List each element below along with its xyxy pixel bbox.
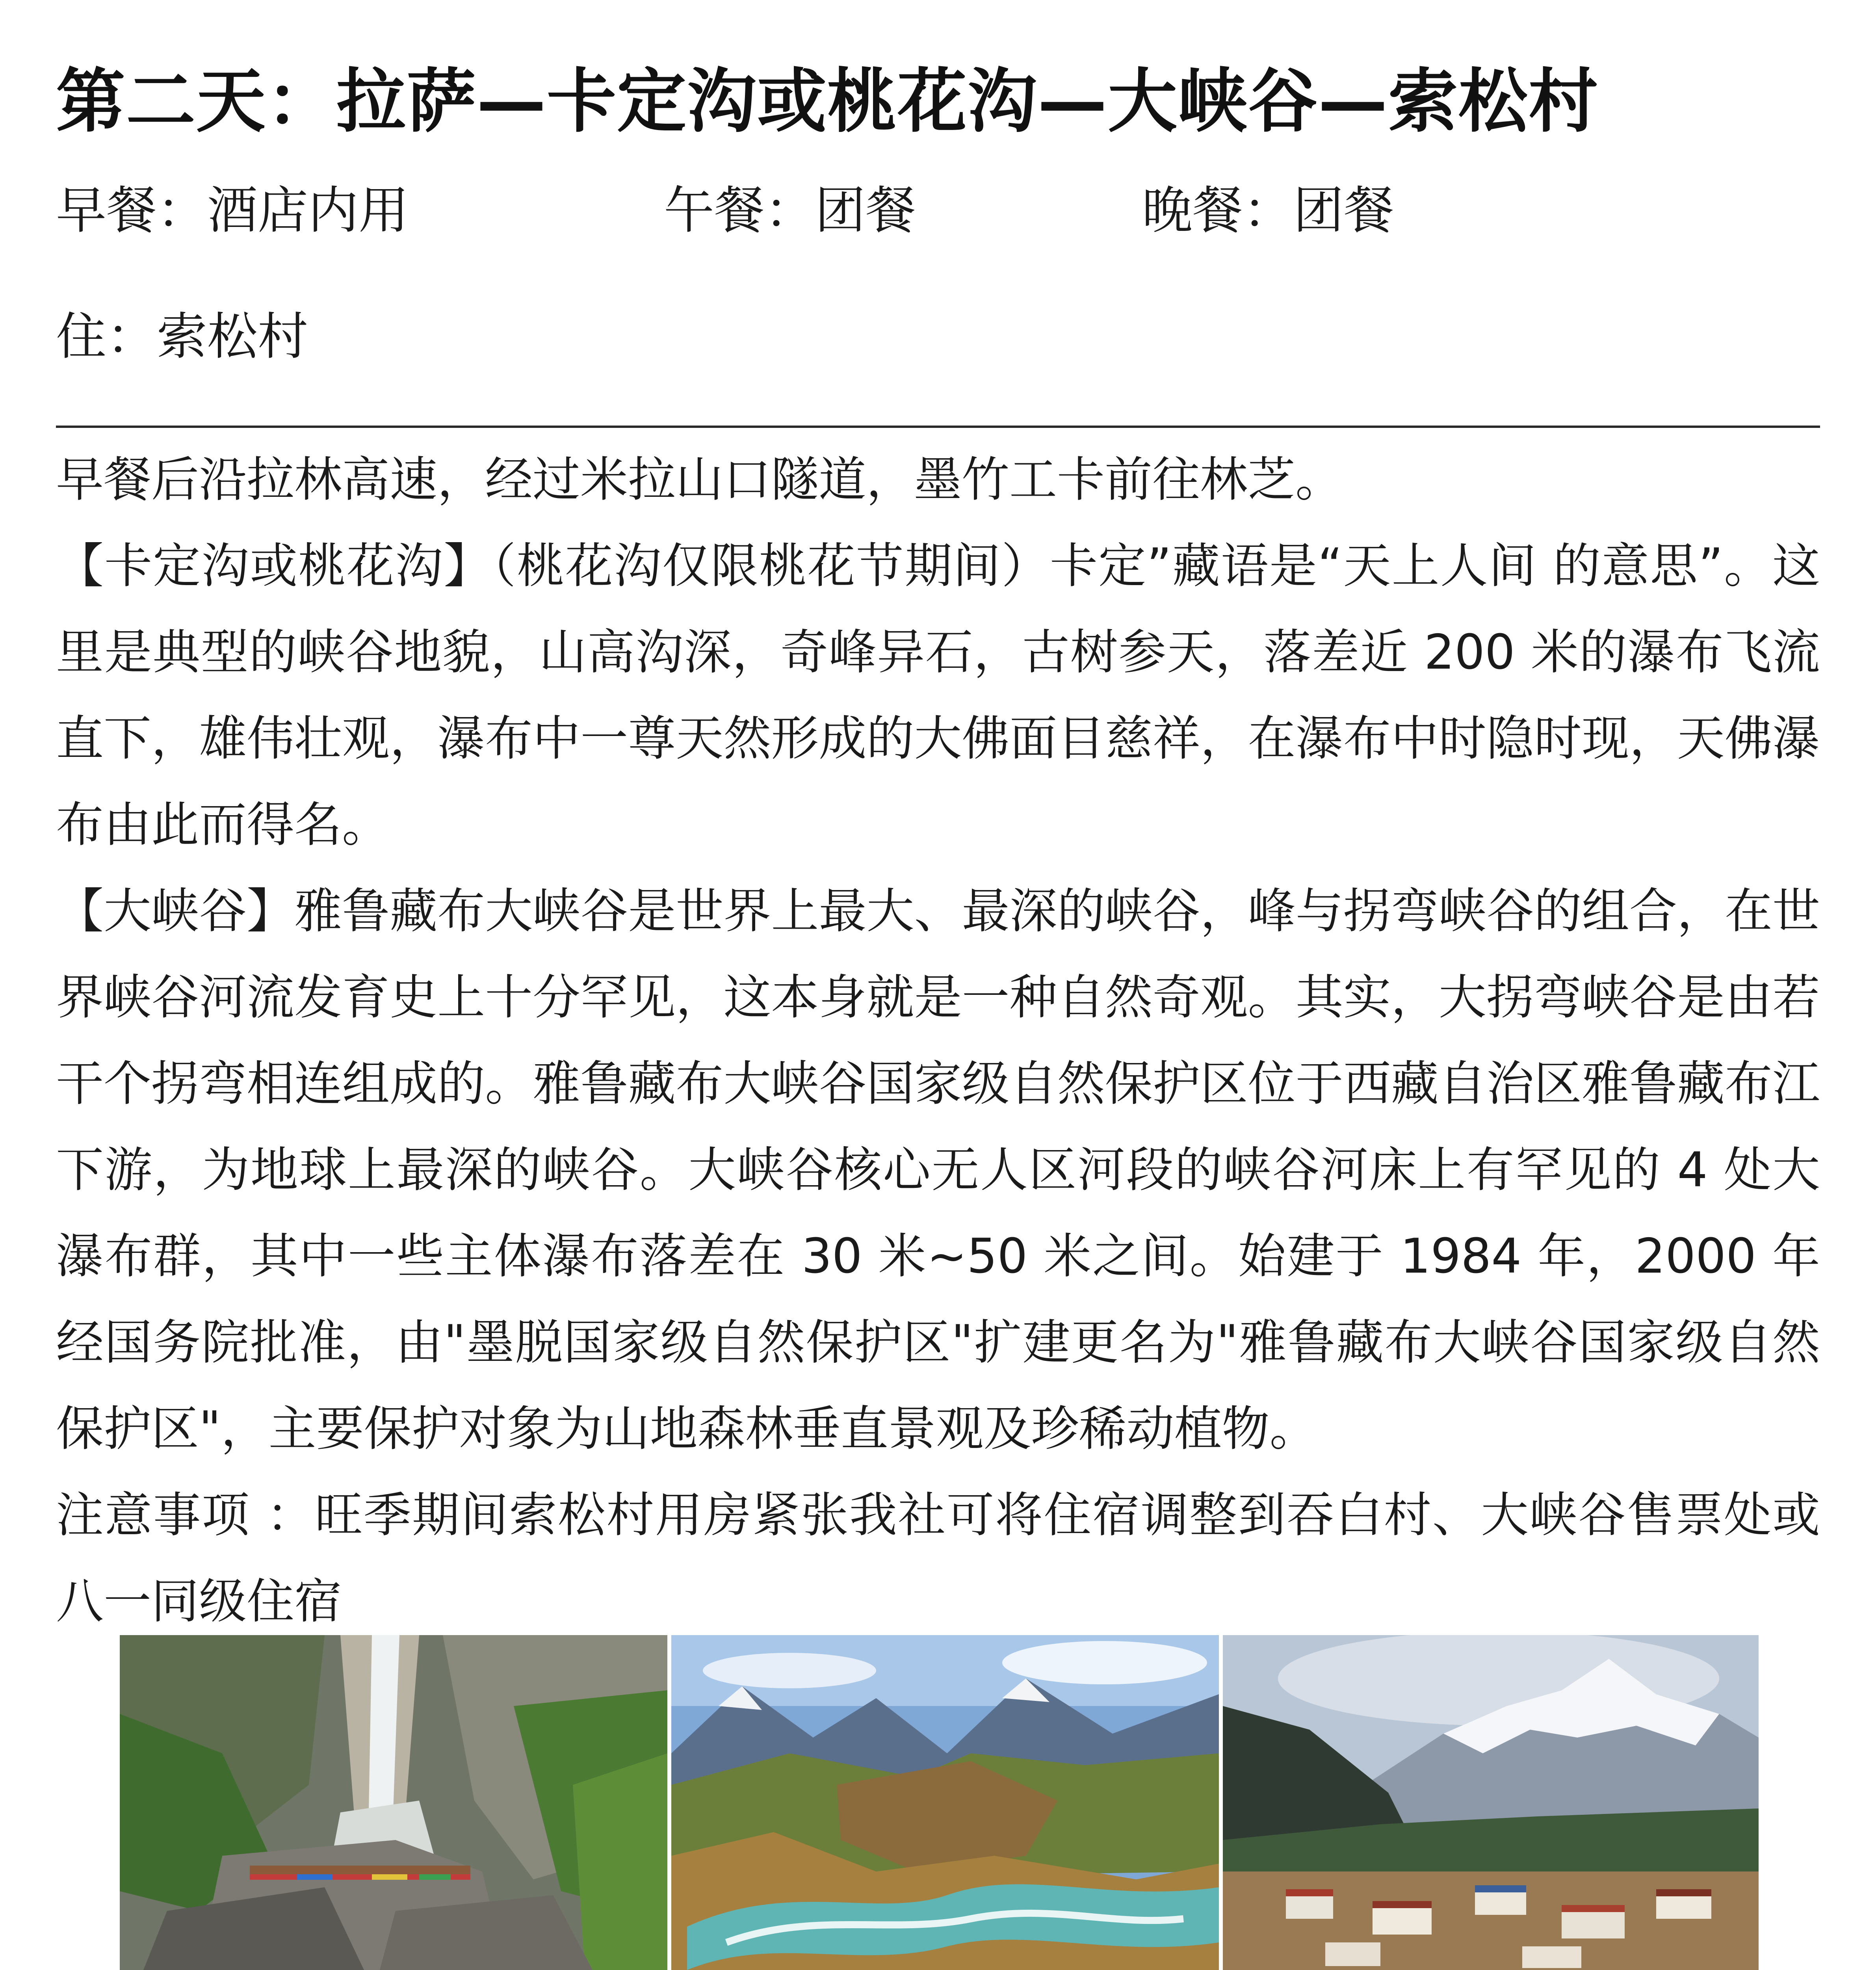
day2-title: 第二天：拉萨—卡定沟或桃花沟—大峡谷—索松村 bbox=[56, 61, 1599, 142]
day2-paragraph-canyon: 【大峡谷】雅鲁藏布大峡谷是世界上最大、最深的峡谷，峰与拐弯峡谷的组合，在世界峡谷河流发育史上十分罕见，这本身就是一种自然奇观。其实，大拐弯峡谷是由若干个拐弯相连组成的。雅鲁藏布大峡谷国家级自然保护区位于西藏自治区雅鲁藏布江下游，为地球上最深的峡谷。大峡谷核心无人区河段的峡谷河床上有罕见的 4 处大瀑布群，其中一些主体瀑布落差在 30 米~50 米之间。始建于 1984 年，2000 年经国务院批准，由"墨脱国家级自然保护区"扩建更名为"雅鲁藏布大峡谷国家级自然保护区"，主要保护对象为山地森林垂直景观及珍稀动植物。 bbox=[56, 883, 1820, 1457]
day2-paragraph-notice: 注意事项 ：旺季期间索松村用房紧张我社可将住宿调整到吞白村、大峡谷售票处或八一同级住宿 bbox=[56, 1487, 1820, 1629]
day2-paragraph-kading: 【卡定沟或桃花沟】（桃花沟仅限桃花节期间）卡定”藏语是“天上人间 的意思”。这里是典型的峡谷地貌，山高沟深，奇峰异石，古树参天，落差近 200 米的瀑布飞流直下，雄伟壮观，瀑布中一尊天然形成的大佛面目慈祥，在瀑布中时隐时现，天佛瀑布由此而得名。 bbox=[56, 538, 1820, 853]
day2-stay: 住：索松村 bbox=[56, 307, 308, 366]
canyon-river-photo bbox=[671, 1635, 1219, 1970]
day2-paragraph-route: 早餐后沿拉林高速，经过米拉山口隧道，墨竹工卡前往林芝。 bbox=[56, 452, 1343, 507]
day2-lunch: 午餐：团餐 bbox=[664, 181, 916, 240]
day2-meal-row bbox=[56, 181, 1829, 240]
day2-dinner: 晚餐：团餐 bbox=[1142, 181, 1395, 240]
photo-strip bbox=[120, 1635, 1759, 1970]
day2-divider bbox=[56, 426, 1820, 428]
waterfall-photo bbox=[120, 1635, 667, 1970]
village-snow-mountain-photo bbox=[1223, 1635, 1759, 1970]
day2-description bbox=[56, 437, 1820, 1645]
day2-breakfast: 早餐：酒店内用 bbox=[56, 181, 409, 240]
